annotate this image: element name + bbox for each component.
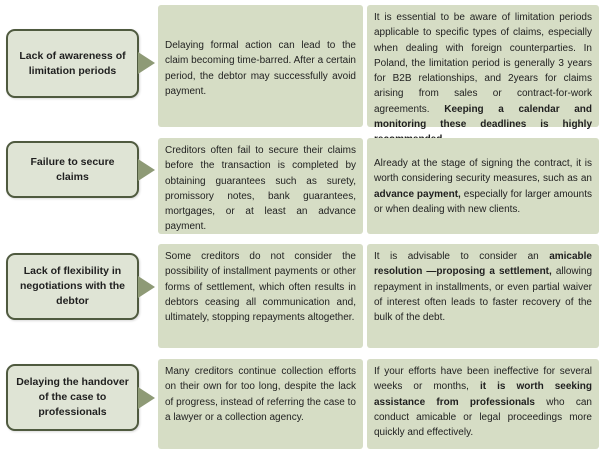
arrow-right-icon: [138, 159, 155, 181]
problem-cell: [158, 138, 363, 234]
problem-text: Delaying formal action can lead to the claim becoming time-barred. After a certain period, the debtor may successfully avoid payment.: [165, 40, 356, 97]
arrow-right-icon: [138, 387, 155, 409]
row-label-box: [6, 29, 139, 98]
advice-bold: it is worth seeking assistance from professionals: [374, 381, 592, 408]
problem-cell: [158, 244, 363, 348]
advice-bold: amicable resolution —proposing a settlement,: [374, 251, 592, 278]
advice-bold: Keeping a calendar and monitoring these deadlines is highly: [374, 103, 592, 131]
problem-cell: [158, 5, 363, 127]
advice-text: who can conduct amicable or legal proceedings more quickly and effectively.: [374, 396, 592, 439]
row-label-box: [6, 364, 139, 431]
row-label-box: [6, 253, 139, 320]
arrow-right-icon: [138, 276, 155, 298]
problem-text: Creditors often fail to secure their claims before the transaction is completed by obtaining guarantees such as surety, promissory notes, bank guarantees, mortgages, or at least an advance payment.: [165, 145, 356, 233]
advice-text: It is essential to be aware of limitation periods applicable to specific types of claims, especially when dealing with foreign counterparties. In Poland, the limitation period is generally 3 years for B2B relationships, and 2years for claims arising from sales or contract-for-work agreements.: [374, 12, 592, 115]
row-label: Lack of awareness of limitation periods: [19, 49, 126, 77]
arrow-right-icon: [138, 52, 155, 74]
row-label-box: [6, 141, 139, 198]
advice-text: It is advisable to consider an: [374, 251, 550, 262]
row-label: Lack of flexibility in negotiations with the debtor: [20, 265, 125, 307]
advice-text: especially for larger amounts or when dealing with new clients.: [374, 188, 592, 215]
advice-cell: [367, 138, 599, 234]
advice-text: allowing repayment in installments, or even partial waiver of interest often leads to faster recovery of the bulk of the debt.: [374, 266, 593, 324]
advice-text: If your efforts have been ineffective for several weeks or months,: [374, 366, 592, 393]
advice-cell: [367, 359, 599, 449]
row-label: Delaying the handover of the case to professionals: [16, 376, 129, 418]
advice-bold: advance payment,: [374, 188, 461, 200]
problem-cell: [158, 359, 363, 449]
advice-text: Already at the stage of signing the contract, it is worth considering security measures, such as an: [374, 158, 592, 185]
problem-text: Many creditors continue collection efforts on their own for too long, despite the lack of progress, instead of referring the case to a lawyer or a collection agency.: [165, 366, 356, 423]
advice-cell: [367, 244, 599, 348]
row-label: Failure to secure claims: [30, 155, 115, 183]
advice-cell: [367, 5, 599, 131]
problem-text: Some creditors do not consider the possibility of installment payments or other forms of settlement, which often results in debtors ceasing all communication and, ultimately, stopping repayments altogether.: [165, 251, 356, 324]
